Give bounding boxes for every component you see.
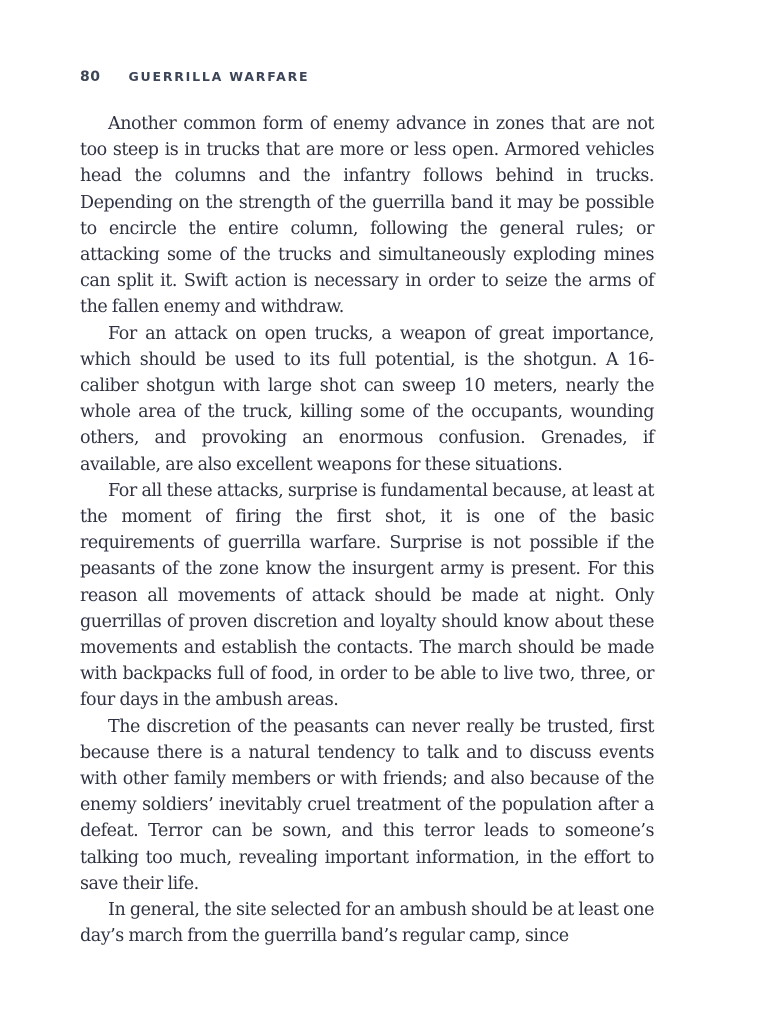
- paragraph: Another common form of enemy advance in zones that are not too steep is in trucks that are more or less open. Armored vehicles head the columns and the infantry follows behind in trucks. Depending on the strength of the guerrilla band it may be possible to encircle the entire column, following the general rules; or attacking some of the trucks and simultaneously exploding mines can split it. Swift action is necessary in order to seize the arms of the fallen enemy and withdraw.: [80, 114, 654, 318]
- paragraph: For all these attacks, surprise is fundamental because, at least at the moment of firing the first shot, it is one of the basic requirements of guerrilla warfare. Surprise is not possible if the peasants of the zone know the insurgent army is present. For this reason all movements of attack should be made at night. Only guerrillas of proven discretion and loyalty should know about these movements and establish the contacts. The march should be made with backpacks full of food, in order to be able to live two, three, or four days in the ambush areas.: [80, 480, 654, 711]
- paragraph: In general, the site selected for an ambush should be at least one day’s march from the guerrilla band’s regular camp, since: [80, 900, 654, 947]
- paragraph: For an attack on open trucks, a weapon of great importance, which should be used to its full potential, is the shotgun. A 16-caliber shotgun with large shot can sweep 10 meters, nearly the whole area of the truck, killing some of the occupants, wounding others, and provoking an enormous confusion. Grenades, if available, are also excellent weapons for these situations.: [80, 323, 654, 475]
- paragraph: The discretion of the peasants can never really be trusted, first because there is a natural tendency to talk and to discuss events with other family members or with friends; and also because of the enemy soldiers’ inevitably cruel treatment of the population after a defeat. Terror can be sown, and this terror leads to someone’s talking too much, revealing important information, in the effort to save their life.: [80, 716, 654, 894]
- body-text: [80, 111, 654, 950]
- running-header: [80, 66, 309, 85]
- page-number: 80: [80, 69, 101, 85]
- running-title: GUERRILLA WARFARE: [128, 69, 310, 84]
